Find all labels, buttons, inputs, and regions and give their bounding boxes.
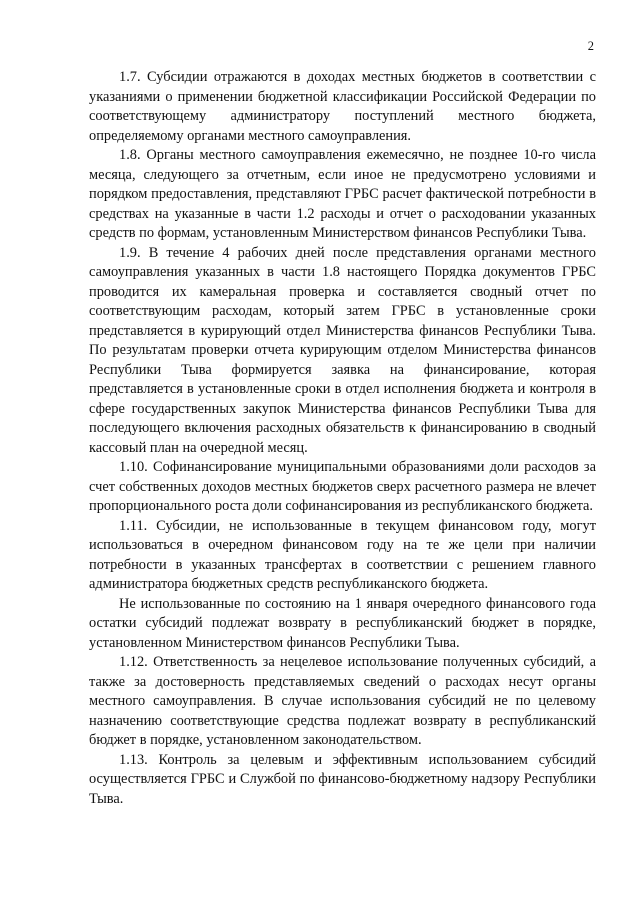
paragraph-1-8: 1.8. Органы местного самоуправления ежемесячно, не позднее 10-го числа месяца, следующего за отчетным, если иное не предусмотрено условиями и порядком предоставления, представляют ГРБС расчет фактической потребности в средствах на указанные в части 1.2 расходы и отчет о расходовании указанных средств по формам, установленным Министерством финансов Республики Тыва. bbox=[89, 147, 596, 241]
paragraph-1-7: 1.7. Субсидии отражаются в доходах местных бюджетов в соответствии с указаниями о применении бюджетной классификации Российской Федерации по соответствующему администратору поступлений местного бюджета, определяемому органами местного самоуправления. bbox=[89, 69, 596, 144]
paragraph-1-11: 1.11. Субсидии, не использованные в текущем финансовом году, могут использоваться в очередном финансовом году на те же цели при наличии потребности в указанных трансфертах в соответствии с решением главного администратора бюджетных средств республиканского бюджета. bbox=[89, 517, 596, 592]
paragraph-1-12: 1.12. Ответственность за нецелевое использование полученных субсидий, а также за достоверность представляемых сведений о расходах несут органы местного самоуправления. В случае использования субсидий не по целевому назначению соответствующие средства подлежат возврату в республиканский бюджет в порядке, установленном законодательством. bbox=[89, 654, 596, 748]
document-body bbox=[89, 68, 596, 809]
paragraph-1-11-continued: Не использованные по состоянию на 1 января очередного финансового года остатки субсидий подлежат возврату в республиканский бюджет в порядке, установленном Министерством финансов Республики Тыва. bbox=[89, 595, 596, 651]
page-number: 2 bbox=[587, 39, 594, 53]
paragraph-1-13: 1.13. Контроль за целевым и эффективным использованием субсидий осуществляется ГРБС и Службой по финансово-бюджетному надзору Республики Тыва. bbox=[89, 751, 596, 807]
paragraph-1-10: 1.10. Софинансирование муниципальными образованиями доли расходов за счет собственных доходов местных бюджетов сверх расчетного размера не влечет пропорционального роста доли софинансирования из республиканского бюджета. bbox=[89, 459, 596, 514]
paragraph-1-9: 1.9. В течение 4 рабочих дней после представления органами местного самоуправления указанных в части 1.8 настоящего Порядка документов ГРБС проводится их камеральная проверка и составляется сводный отчет по соответствующим расходам, который затем ГРБС в установленные сроки представляется в курирующий отдел Министерства финансов Республики Тыва. По результатам проверки отчета курирующим отделом Министерства финансов Республики Тыва формируется заявка на финансирование, которая представляется в установленные сроки в отдел исполнения бюджета и контроля в сфере государственных закупок Министерства финансов Республики Тыва для последующего включения расходных обязательств к финансированию в сводный кассовый план на очередной месяц. bbox=[89, 244, 596, 456]
